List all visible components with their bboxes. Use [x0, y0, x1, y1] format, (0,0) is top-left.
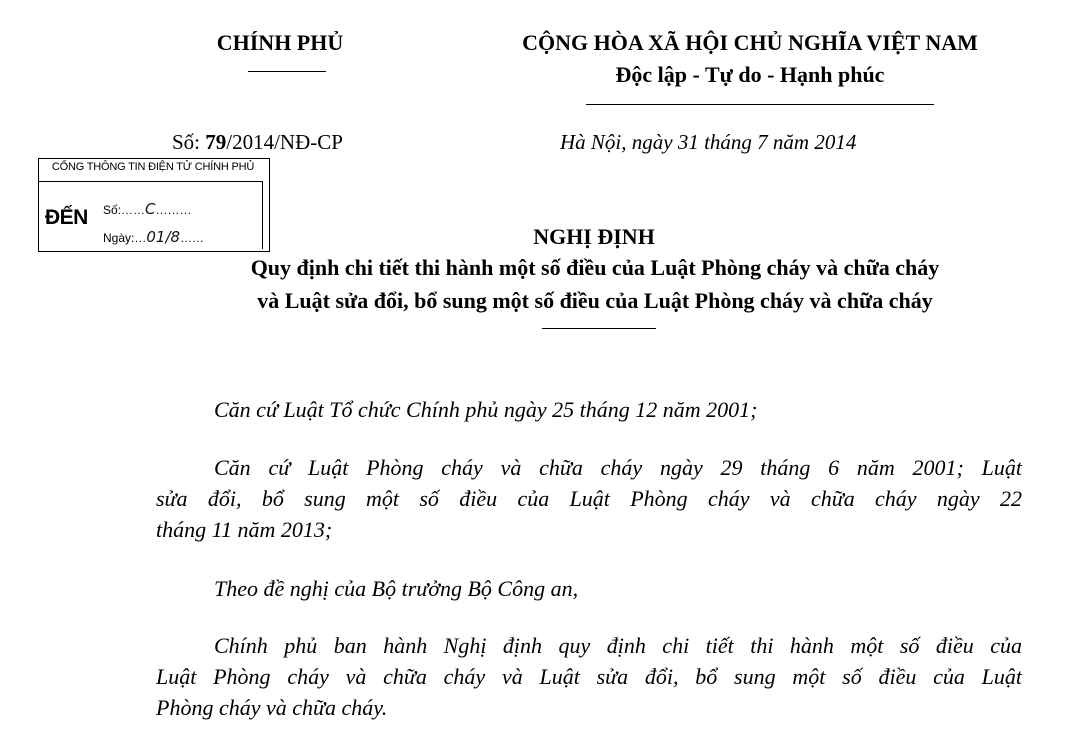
- subject-line-2: và Luật sửa đổi, bổ sung một số điều của Luật Phòng cháy và chữa cháy: [257, 288, 933, 313]
- doc-number-prefix: Số:: [172, 130, 206, 154]
- preamble-paragraph-1: Căn cứ Luật Tổ chức Chính phủ ngày 25 tháng 12 năm 2001;: [214, 397, 758, 422]
- document-type: NGHỊ ĐỊNH: [533, 224, 655, 249]
- title-underline: [542, 328, 656, 329]
- preamble-paragraph-2-line-3: tháng 11 năm 2013;: [156, 517, 333, 542]
- preamble-paragraph-4-line-1: Chính phủ ban hành Nghị định quy định chi tiết thi hành một số điều của: [214, 633, 1022, 658]
- stamp-date-label: Ngày:: [103, 231, 135, 245]
- national-title: CỘNG HÒA XÃ HỘI CHỦ NGHĨA VIỆT NAM: [522, 30, 978, 55]
- motto-underline: [586, 104, 934, 105]
- document-date: Hà Nội, ngày 31 tháng 7 năm 2014: [560, 130, 857, 154]
- doc-number-suffix: /2014/NĐ-CP: [226, 130, 343, 154]
- stamp-body: [39, 181, 263, 249]
- stamp-title: CỔNG THÔNG TIN ĐIỆN TỬ CHÍNH PHỦ: [51, 161, 255, 173]
- issuing-agency: CHÍNH PHỦ: [216, 30, 344, 55]
- stamp-number-label: Số:: [103, 203, 122, 217]
- received-stamp: [38, 158, 270, 252]
- document-number: [172, 130, 343, 155]
- stamp-den-label: ĐẾN: [45, 206, 88, 229]
- stamp-number-value: C: [145, 200, 156, 218]
- doc-number-value: 79: [205, 130, 227, 154]
- subject-line-1: Quy định chi tiết thi hành một số điều của Luật Phòng cháy và chữa cháy: [250, 255, 940, 280]
- national-motto: Độc lập - Tự do - Hạnh phúc: [615, 62, 885, 87]
- preamble-paragraph-2-line-2: sửa đổi, bổ sung một số điều của Luật Phòng cháy và chữa cháy ngày 22: [156, 486, 1022, 511]
- preamble-paragraph-4-line-2: Luật Phòng cháy và chữa cháy và Luật sửa đổi, bổ sung một số điều của Luật: [156, 664, 1022, 689]
- stamp-date-line: Ngày:…01/8……: [103, 228, 205, 246]
- agency-underline: [248, 71, 326, 72]
- stamp-number-line: Số:……C………: [103, 200, 192, 218]
- preamble-paragraph-4-line-3: Phòng cháy và chữa cháy.: [156, 695, 388, 720]
- stamp-date-value: 01/8: [146, 228, 181, 246]
- preamble-paragraph-2-line-1: Căn cứ Luật Phòng cháy và chữa cháy ngày 29 tháng 6 năm 2001; Luật: [214, 455, 1022, 480]
- preamble-paragraph-3: Theo đề nghị của Bộ trưởng Bộ Công an,: [214, 576, 579, 601]
